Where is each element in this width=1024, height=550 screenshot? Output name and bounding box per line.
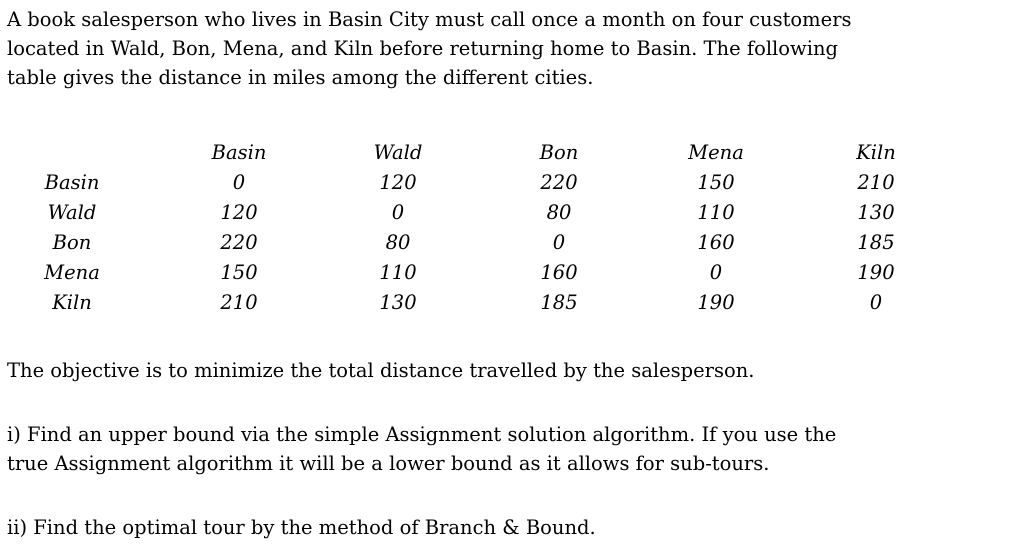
row-label-bon: Bon xyxy=(52,231,92,254)
table-cell: 220 xyxy=(220,231,258,254)
part-ii-text: ii) Find the optimal tour by the method of Branch & Bound. xyxy=(7,516,596,539)
table-cell: 210 xyxy=(857,171,895,194)
table-cell: 220 xyxy=(540,171,578,194)
intro-line: located in Wald, Bon, Mena, and Kiln before returning home to Basin. The following xyxy=(7,37,838,60)
table-cell: 0 xyxy=(709,261,723,284)
table-cell: 0 xyxy=(391,201,405,224)
table-cell: 185 xyxy=(857,231,895,254)
column-header-kiln: Kiln xyxy=(856,141,896,164)
table-cell: 160 xyxy=(697,231,735,254)
distance-table xyxy=(0,138,1024,328)
table-cell: 80 xyxy=(385,231,411,254)
table-cell: 130 xyxy=(857,201,895,224)
table-cell: 110 xyxy=(379,261,417,284)
table-cell: 185 xyxy=(540,291,578,314)
row-label-mena: Mena xyxy=(44,261,100,284)
table-cell: 0 xyxy=(869,291,883,314)
table-cell: 0 xyxy=(552,231,566,254)
table-cell: 0 xyxy=(232,171,246,194)
table-cell: 150 xyxy=(697,171,735,194)
part-i-line: true Assignment algorithm it will be a lower bound as it allows for sub-tours. xyxy=(7,452,770,475)
intro-line: A book salesperson who lives in Basin City must call once a month on four customers xyxy=(7,8,852,31)
objective-text: The objective is to minimize the total distance travelled by the salesperson. xyxy=(7,359,755,382)
column-header-wald: Wald xyxy=(373,141,423,164)
intro-paragraph xyxy=(7,5,1017,92)
column-header-mena: Mena xyxy=(688,141,744,164)
intro-line: table gives the distance in miles among the different cities. xyxy=(7,66,594,89)
part-i-line: i) Find an upper bound via the simple Assignment solution algorithm. If you use the xyxy=(7,423,837,446)
table-cell: 120 xyxy=(379,171,417,194)
table-cell: 210 xyxy=(220,291,258,314)
row-label-wald: Wald xyxy=(47,201,97,224)
part-i-paragraph xyxy=(7,420,1017,478)
row-label-kiln: Kiln xyxy=(52,291,92,314)
table-cell: 80 xyxy=(546,201,572,224)
table-cell: 160 xyxy=(540,261,578,284)
table-cell: 110 xyxy=(697,201,735,224)
column-header-bon: Bon xyxy=(539,141,579,164)
column-header-basin: Basin xyxy=(211,141,267,164)
table-cell: 130 xyxy=(379,291,417,314)
table-cell: 120 xyxy=(220,201,258,224)
row-label-basin: Basin xyxy=(44,171,100,194)
table-cell: 190 xyxy=(697,291,735,314)
table-cell: 150 xyxy=(220,261,258,284)
table-cell: 190 xyxy=(857,261,895,284)
